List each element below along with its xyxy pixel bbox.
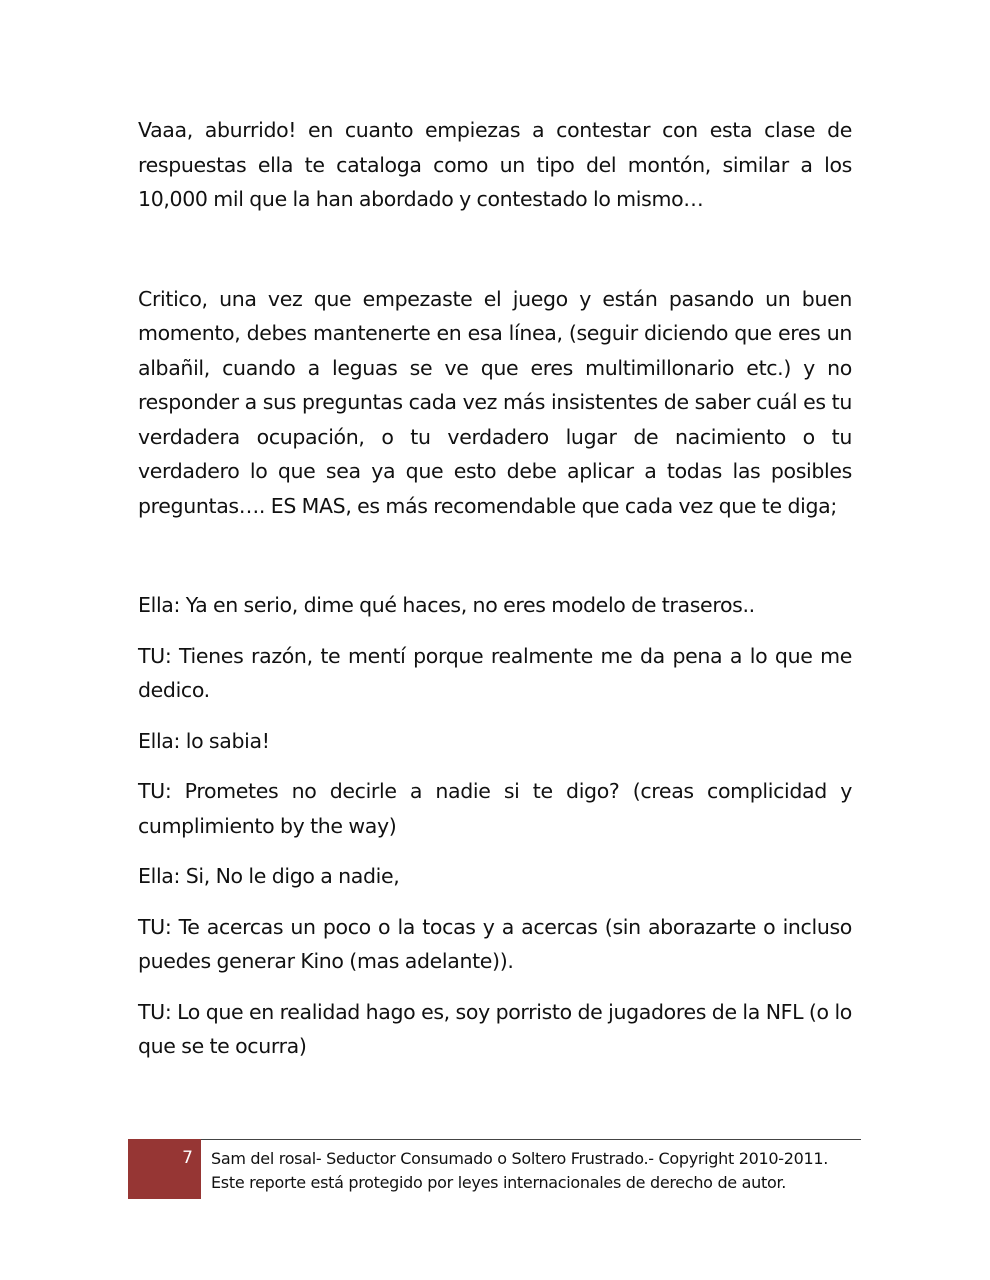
dialogue-line: Ella: lo sabia! — [138, 728, 270, 753]
footer-copyright — [211, 1147, 851, 1195]
dialogue-line: TU: Tienes razón, te mentí porque realmente me da pena a lo que me dedico. — [138, 643, 852, 702]
footer-line-2: Este reporte está protegido por leyes internacionales de derecho de autor. — [211, 1173, 787, 1192]
dialogue-line: Ella: Ya en serio, dime qué haces, no eres modelo de traseros.. — [138, 593, 755, 617]
page-number: 7 — [182, 1148, 193, 1168]
dialogue-line: TU: Lo que en realidad hago es, soy porristo de jugadores de la NFL (o lo que se te ocurra) — [138, 999, 852, 1058]
footer-divider — [201, 1139, 861, 1140]
dialogue-line: Ella: Si, No le digo a nadie, — [138, 864, 400, 888]
paragraph-critico: Critico, una vez que empezaste el juego y están pasando un buen momento, debes mantenerte en esa línea, (seguir diciendo que eres un albañil, cuando a leguas se ve que eres multimillonario etc.) y no responder a sus preguntas cada vez más insistentes de saber cuál es tu verdadera ocupación, o tu verdadero lugar de nacimiento o tu verdadero lo que sea ya que esto debe aplicar a todas las posibles preguntas…. ES MAS, es más recomendable que cada vez que te diga; — [138, 286, 852, 518]
dialogue-line: TU: Prometes no decirle a nadie si te digo? (creas complicidad y cumplimiento by the way) — [138, 779, 852, 838]
page-content — [138, 113, 852, 1064]
paragraph-intro: Vaaa, aburrido! en cuanto empiezas a contestar con esta clase de respuestas ella te cataloga como un tipo del montón, similar a los 10,000 mil que la han abordado y contestado lo mismo… — [138, 118, 852, 211]
footer-line-1: Sam del rosal- Seductor Consumado o Soltero Frustrado.- Copyright 2010-2011. — [211, 1149, 829, 1168]
page-footer — [128, 1139, 861, 1199]
dialogue-line: TU: Te acercas un poco o la tocas y a acercas (sin aborazarte o incluso puedes generar Kino (mas adelante)). — [138, 914, 852, 973]
page-number-box — [128, 1139, 201, 1199]
